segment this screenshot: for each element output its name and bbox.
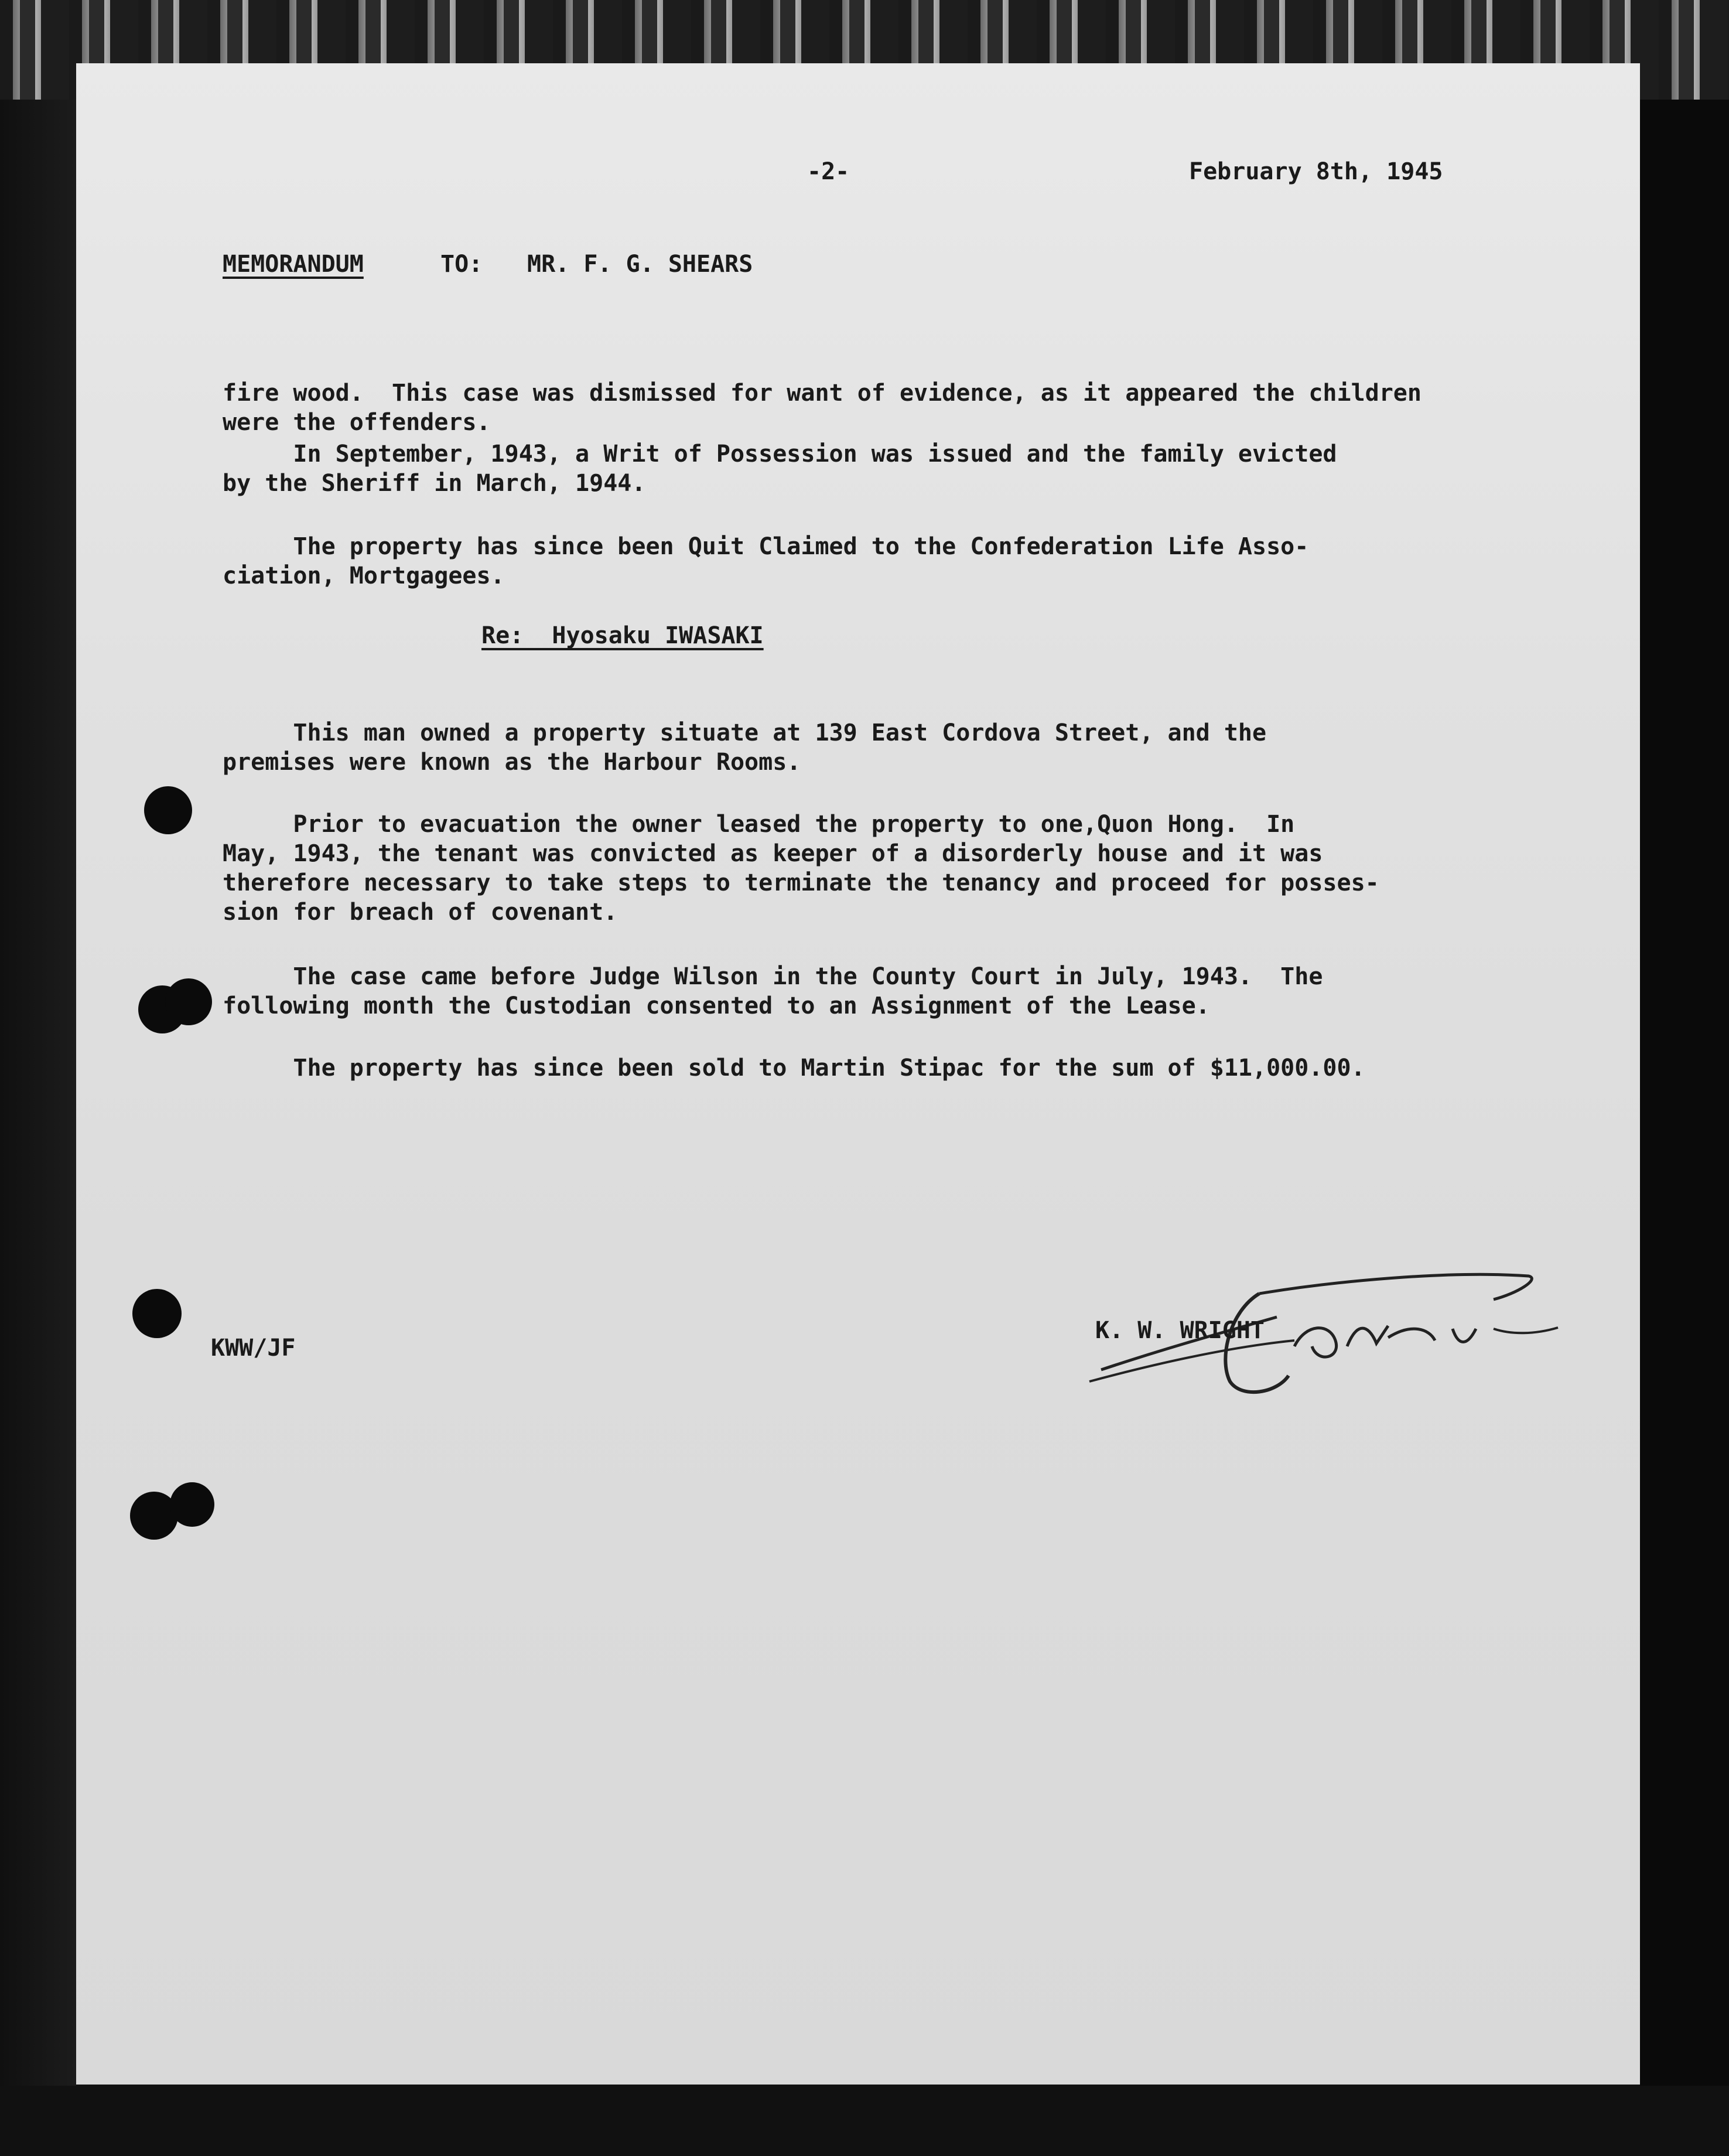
body-line: In September, 1943, a Writ of Possession was issued and the family evicted [223, 441, 1337, 468]
body-line: were the offenders. [223, 409, 491, 436]
memo-page [76, 63, 1640, 2085]
signatory-name: K. W. WRIGHT [1095, 1317, 1265, 1344]
body-line: fire wood. This case was dismissed for want of evidence, as it appeared the children [223, 380, 1422, 407]
body-line: The property has since been Quit Claimed to the Confederation Life Asso- [223, 533, 1309, 560]
memo-date: February 8th, 1945 [1189, 158, 1443, 185]
body-line: This man owned a property situate at 139 East Cordova Street, and the [223, 719, 1267, 746]
film-left-margin [0, 100, 76, 2156]
punch-hole [132, 1289, 182, 1338]
body-line: The property has since been sold to Martin Stipac for the sum of $11,000.00. [223, 1055, 1365, 1082]
subject-line: Re: Hyosaku IWASAKI [481, 622, 764, 649]
body-line: ciation, Mortgagees. [223, 562, 505, 589]
body-line: following month the Custodian consented to an Assignment of the Lease. [223, 992, 1210, 1019]
punch-hole [165, 978, 212, 1025]
body-line: sion for breach of covenant. [223, 899, 618, 926]
body-line: The case came before Judge Wilson in the County Court in July, 1943. The [223, 963, 1323, 990]
memo-to-label: TO: [440, 251, 483, 278]
film-bottom-margin [0, 2086, 1729, 2156]
punch-hole [170, 1482, 214, 1527]
film-right-margin [1640, 100, 1729, 2156]
typist-initials: KWW/JF [211, 1335, 296, 1362]
body-line: premises were known as the Harbour Rooms. [223, 749, 801, 776]
body-line: Prior to evacuation the owner leased the property to one,Quon Hong. In [223, 811, 1295, 838]
body-line: May, 1943, the tenant was convicted as keeper of a disorderly house and it was [223, 840, 1323, 867]
memo-label: MEMORANDUM [223, 251, 364, 278]
page-number: -2- [807, 158, 850, 185]
memo-recipient: MR. F. G. SHEARS [527, 251, 753, 278]
body-line: therefore necessary to take steps to terminate the tenancy and proceed for posses- [223, 869, 1379, 896]
body-line: by the Sheriff in March, 1944. [223, 470, 646, 497]
punch-hole [144, 786, 192, 834]
